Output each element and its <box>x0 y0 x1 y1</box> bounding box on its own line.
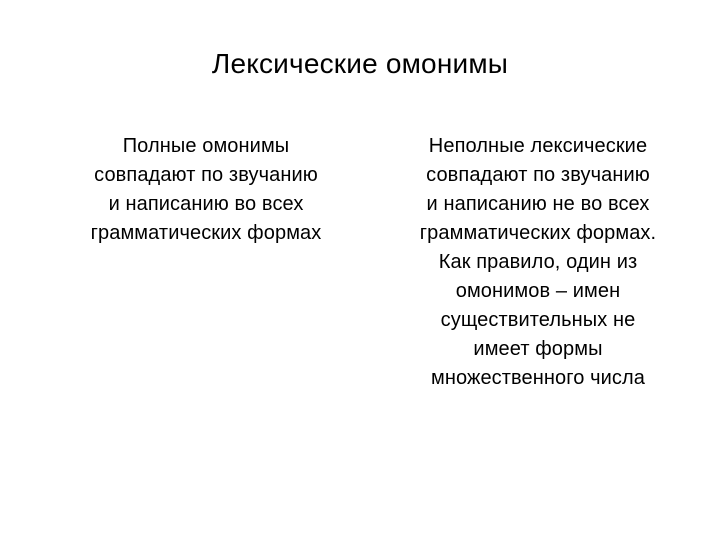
text-line: Неполные лексические <box>428 135 648 157</box>
text-line: совпадают по звучанию <box>426 164 650 186</box>
partial-homonyms-text <box>378 132 698 393</box>
text-line: и написанию не во всех <box>426 193 650 215</box>
text-line: и написанию во всех <box>108 193 304 215</box>
full-homonyms-text <box>48 132 364 248</box>
text-line: Полные омонимы <box>122 135 290 157</box>
text-line: существительных не <box>440 309 636 331</box>
text-line: грамматических формах. <box>419 222 657 244</box>
text-line: Как правило, один из <box>438 251 638 273</box>
slide-title: Лексические омонимы <box>211 48 509 79</box>
text-line: имеет формы <box>473 338 603 360</box>
text-line: совпадают по звучанию <box>94 164 318 186</box>
text-line: омонимов – имен <box>455 280 621 302</box>
text-line: множественного числа <box>430 367 645 389</box>
text-line: грамматических формах <box>90 222 322 244</box>
